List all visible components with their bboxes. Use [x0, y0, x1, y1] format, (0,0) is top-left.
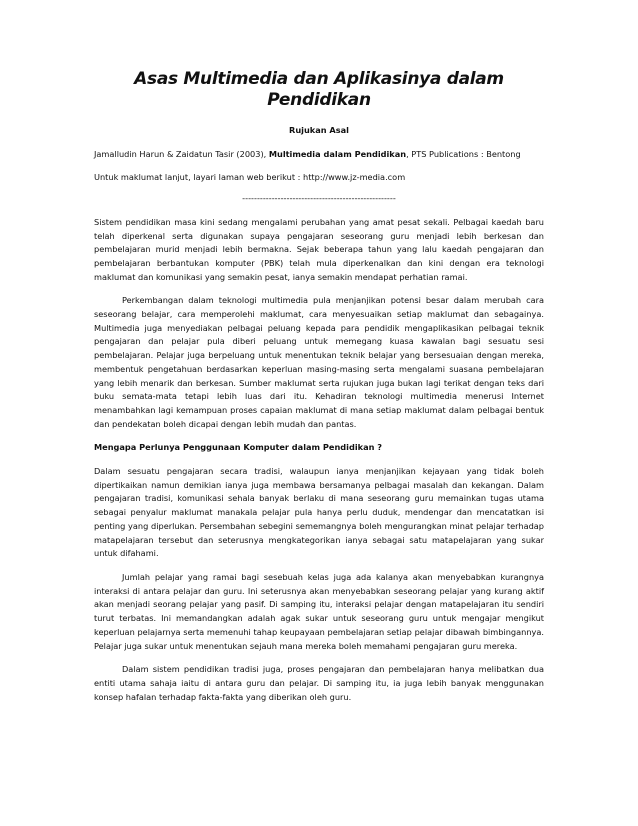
document-page	[94, 58, 544, 704]
separator-line: ----------------------------------------------------	[242, 193, 396, 204]
reference-book-title: Multimedia dalam Pendidikan	[268, 148, 407, 159]
more-info-text: Untuk maklumat lanjut, layari laman web berikut : http://www.jz-media.com	[94, 172, 406, 183]
paragraph-5: Dalam sistem pendidikan tradisi juga, proses pengajaran dan pembelajaran hanya melibatkan dua entiti utama sahaja iaitu di antara guru dan pelajar. Di samping itu, ia juga lebih banyak menggunakan konsep hafalan terhadap fakta-fakta yang diberikan oleh guru.	[94, 664, 544, 702]
paragraph-1: Sistem pendidikan masa kini sedang mengalami perubahan yang amat pesat sekali. Pelbagai kaedah baru telah diperkenal serta digunakan supaya pengajaran seseorang guru menjadi lebih berkesan dan pembelajaran murid menjadi lebih bermakna. Sejak beberapa tahun yang lalu kaedah pengajaran dan pembelajaran berbantukan komputer (PBK) telah mula diperkenalkan dan kini dengan era teknologi maklumat dan komunikasi yang semakin pesat, ianya semakin mendapat perhatian ramai.	[94, 216, 544, 282]
document-subtitle: Rujukan Asal	[289, 125, 349, 135]
reference-authors: Jamalludin Harun & Zaidatun Tasir (2003),	[94, 148, 269, 159]
document-title: Asas Multimedia dan Aplikasinya dalam Pendidikan	[134, 69, 504, 110]
paragraph-4: Jumlah pelajar yang ramai bagi sesebuah kelas juga ada kalanya akan menyebabkan kurangnya interaksi di antara pelajar dan guru. Ini seterusnya akan menyebabkan seseorang pelajar yang kurang aktif akan menjadi seorang pelajar yang pasif. Di samping itu, interaksi pelajar dengan matapelajaran itu sendiri turut terbatas. Ini memandangkan adalah agak sukar untuk seseorang guru untuk mengajar mengikut keperluan pelajarnya serta memenuhi tahap keupayaan pembelajaran setiap pelajar dibawah bimbingannya. Pelajar juga sukar untuk menentukan sejauh mana mereka boleh memahami pengajaran guru mereka.	[94, 571, 544, 651]
paragraph-2: Perkembangan dalam teknologi multimedia pula menjanjikan potensi besar dalam merubah cara seseorang belajar, cara memperolehi maklumat, cara menyesuaikan setiap maklumat dan sebagainya. Multimedia juga menyediakan pelbagai peluang kepada para pendidik mengaplikasikan pelbagai teknik pengajaran dan pelajar pula diberi peluang untuk memegang kuasa kawalan bagi sesuatu sesi pembelajaran. Pelajar juga berpeluang untuk menentukan teknik belajar yang bersesuaian dengan mereka, membentuk pengetahuan berdasarkan keperluan masing-masing serta mengalami suasana pembelajaran yang lebih menarik dan berkesan. Sumber maklumat serta rujukan juga bukan lagi terikat dengan teks dari buku semata-mata tetapi lebih luas dari itu. Kehadiran teknologi multimedia menerusi Internet menambahkan lagi kemampuan proses capaian maklumat di mana setiap maklumat dalam pelbagai bentuk dan pendekatan boleh dicapai dengan lebih mudah dan pantas.	[94, 295, 544, 429]
reference-publisher: , PTS Publications : Bentong	[406, 148, 521, 159]
section-heading: Mengapa Perlunya Penggunaan Komputer dalam Pendidikan ?	[94, 442, 383, 453]
reference-citation	[94, 148, 544, 162]
paragraph-3: Dalam sesuatu pengajaran secara tradisi, walaupun ianya menjanjikan kejayaan yang tidak boleh dipertikaikan namun demikian ianya juga membawa bersamanya pelbagai masalah dan kekangan. Dalam pengajaran tradisi, komunikasi sehala banyak berlaku di mana seseorang guru memainkan tugas utama sebagai penyalur maklumat manakala pelajar pula hanya perlu duduk, mendengar dan mencatatkan isi penting yang diperlukan. Persembahan sebegini sememangnya boleh mengurangkan minat pelajar terhadap matapelajaran tersebut dan seterusnya mengkategorikan ianya sebagai satu matapelajaran yang sukar untuk difahami.	[94, 466, 544, 559]
